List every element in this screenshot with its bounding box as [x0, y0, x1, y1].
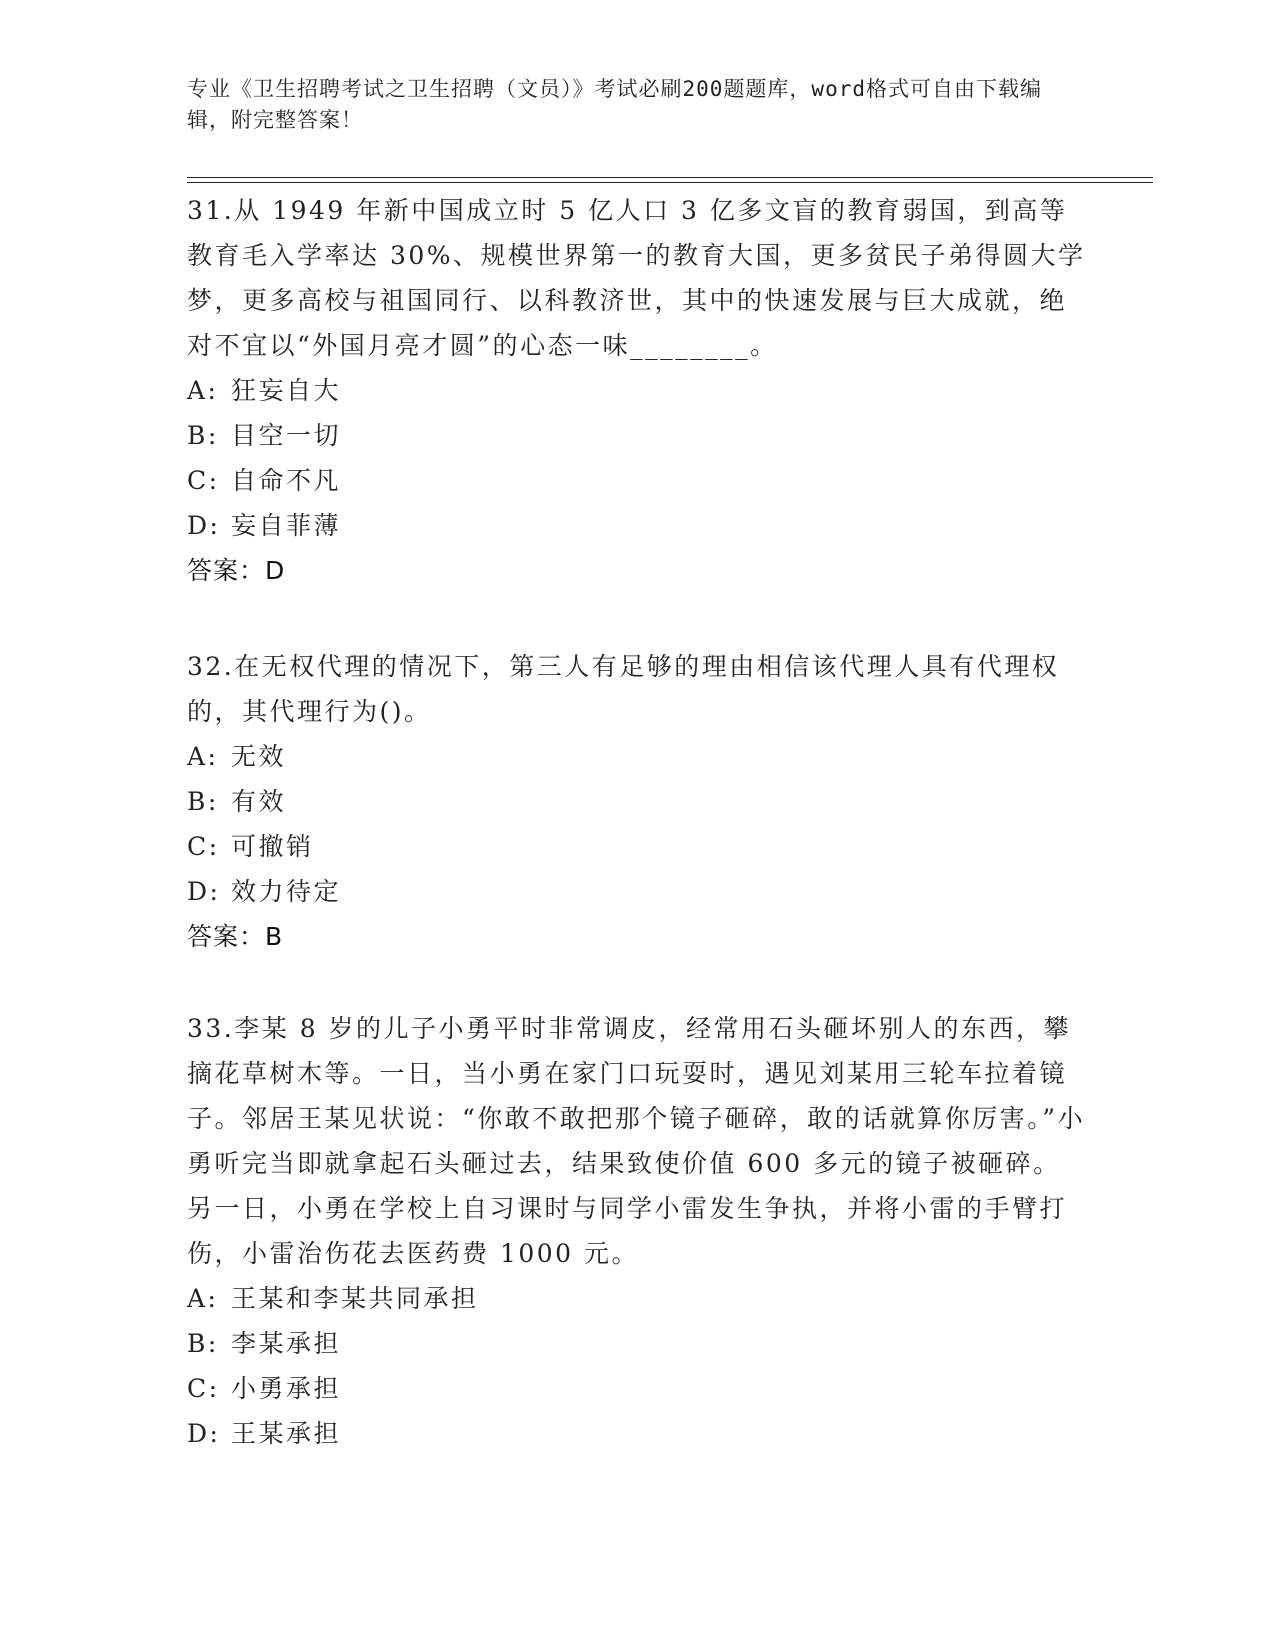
option-letter: C: — [187, 1374, 220, 1403]
option-text: 自命不凡 — [231, 466, 342, 495]
option-b — [187, 1321, 1087, 1366]
header-divider-top — [187, 177, 1153, 178]
option-c — [187, 458, 1087, 503]
option-letter: D: — [187, 1419, 221, 1448]
option-text: 效力待定 — [231, 877, 342, 906]
option-letter: D: — [187, 877, 221, 906]
header-divider-bottom — [187, 182, 1153, 183]
option-text: 有效 — [231, 787, 287, 816]
option-d — [187, 503, 1087, 548]
option-d — [187, 1411, 1087, 1456]
option-letter: B: — [187, 787, 219, 816]
question-stem: 31.从 1949 年新中国成立时 5 亿人口 3 亿多文盲的教育弱国，到高等教育毛入学率达 30%、规模世界第一的教育大国，更多贫民子弟得圆大学梦，更多高校与祖国同行、以科教济世，其中的快速发展与巨大成就，绝对不宜以“外国月亮才圆”的心态一味________。 — [187, 196, 1086, 360]
option-a — [187, 368, 1087, 413]
option-letter: C: — [187, 832, 220, 861]
option-text: 狂妄自大 — [231, 376, 342, 405]
option-letter: B: — [187, 1329, 219, 1358]
option-text: 王某承担 — [231, 1419, 342, 1448]
question-stem: 33.李某 8 岁的儿子小勇平时非常调皮，经常用石头砸坏别人的东西，攀摘花草树木等。一日，当小勇在家门口玩耍时，遇见刘某用三轮车拉着镜子。邻居王某见状说：“你敢不敢把那个镜子砸碎，敢的话就算你厉害。”小勇听完当即就拿起石头砸过去，结果致使价值 600 多元的镜子被砸碎。另一日，小勇在学校上自习课时与同学小雷发生争执，并将小雷的手臂打伤，小雷治伤花去医药费 1000 元。 — [187, 1014, 1086, 1268]
option-letter: B: — [187, 421, 219, 450]
option-d — [187, 869, 1087, 914]
option-c — [187, 824, 1087, 869]
option-text: 目空一切 — [231, 421, 342, 450]
question-33 — [187, 1006, 1087, 1456]
question-32 — [187, 644, 1087, 959]
option-text: 可撤销 — [231, 832, 314, 861]
question-stem: 32.在无权代理的情况下，第三人有足够的理由相信该代理人具有代理权的，其代理行为()。 — [187, 652, 1060, 726]
answer-line: 答案：D — [187, 556, 286, 585]
option-c — [187, 1366, 1087, 1411]
answer-line: 答案：B — [187, 922, 284, 951]
option-letter: A: — [187, 742, 219, 771]
option-a — [187, 1276, 1087, 1321]
option-letter: A: — [187, 1284, 219, 1313]
option-a — [187, 734, 1087, 779]
option-letter: A: — [187, 376, 219, 405]
option-text: 妄自菲薄 — [231, 511, 342, 540]
option-text: 王某和李某共同承担 — [231, 1284, 479, 1313]
document-header: 专业《卫生招聘考试之卫生招聘（文员）》考试必刷200题题库，word格式可自由下载编辑，附完整答案！ — [187, 77, 1042, 132]
option-text: 李某承担 — [231, 1329, 342, 1358]
option-b — [187, 779, 1087, 824]
option-text: 无效 — [231, 742, 287, 771]
option-b — [187, 413, 1087, 458]
option-letter: D: — [187, 511, 221, 540]
question-31 — [187, 188, 1087, 593]
option-letter: C: — [187, 466, 220, 495]
option-text: 小勇承担 — [231, 1374, 342, 1403]
